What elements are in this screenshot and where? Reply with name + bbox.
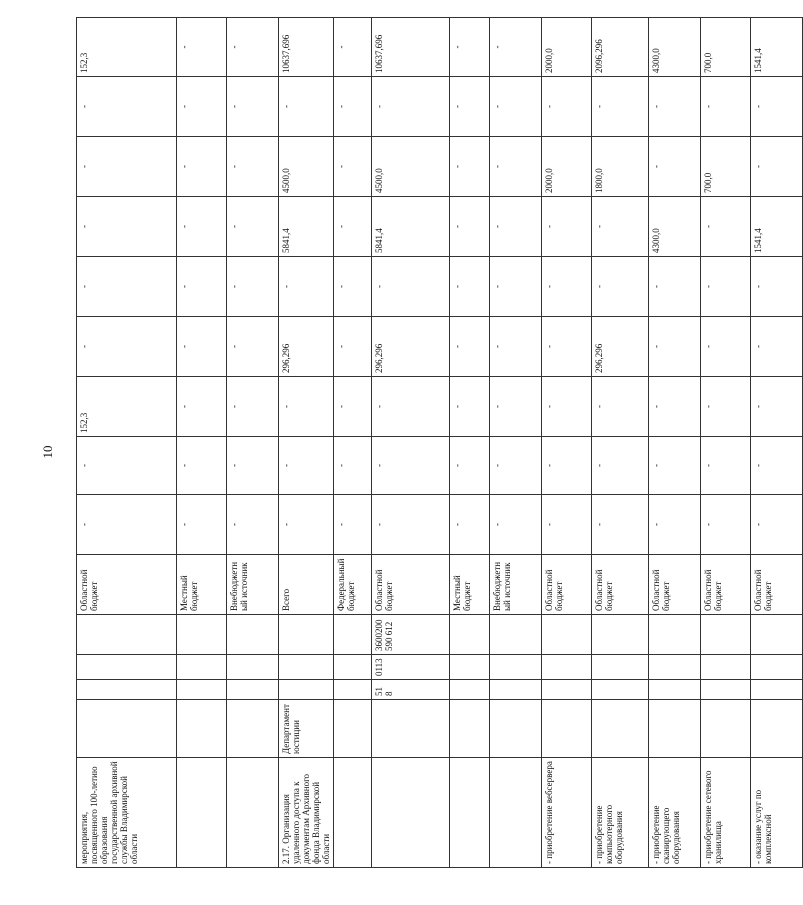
table-cell xyxy=(592,615,649,655)
table-cell xyxy=(177,655,227,680)
table-cell xyxy=(592,680,649,700)
funding-source-cell: Областной бюджет xyxy=(77,555,177,615)
activity-cell xyxy=(490,758,542,868)
table-cell: - xyxy=(649,377,701,437)
activity-cell: - приобретение компьютерного оборудования xyxy=(592,758,649,868)
table-cell: - xyxy=(542,77,592,137)
table-cell xyxy=(490,655,542,680)
table-cell: - xyxy=(77,257,177,317)
funding-source-cell: Местный бюджет xyxy=(450,555,490,615)
table-cell: - xyxy=(372,257,450,317)
table-cell xyxy=(279,680,334,700)
table-cell: - xyxy=(372,77,450,137)
table-cell: - xyxy=(334,377,372,437)
table-cell: - xyxy=(592,197,649,257)
table-cell: 296,296 xyxy=(592,317,649,377)
table-cell xyxy=(490,700,542,758)
activity-cell xyxy=(372,758,450,868)
table-cell: - xyxy=(751,437,803,495)
table-cell: - xyxy=(490,137,542,197)
activity-cell: 2.17. Организация удаленного доступа к документам Архивного фонда Владимирской области xyxy=(279,758,334,868)
table-row xyxy=(542,18,592,868)
table-cell xyxy=(542,680,592,700)
table-cell: 2000,0 xyxy=(542,137,592,197)
table-cell xyxy=(542,615,592,655)
table-cell: - xyxy=(490,317,542,377)
table-cell: - xyxy=(450,495,490,555)
funding-source-cell: Областной бюджет xyxy=(701,555,751,615)
table-cell: 700,0 xyxy=(701,137,751,197)
table-cell: - xyxy=(542,197,592,257)
table-cell: - xyxy=(450,77,490,137)
table-cell: - xyxy=(77,77,177,137)
activity-cell xyxy=(227,758,279,868)
table-row xyxy=(450,18,490,868)
table-cell: - xyxy=(227,18,279,77)
table-cell xyxy=(751,680,803,700)
table-cell: - xyxy=(372,437,450,495)
table-cell: - xyxy=(649,137,701,197)
activity-cell xyxy=(177,758,227,868)
table-cell xyxy=(279,655,334,680)
table-cell: - xyxy=(334,18,372,77)
table-cell: - xyxy=(701,77,751,137)
table-cell xyxy=(227,615,279,655)
table-cell: - xyxy=(177,137,227,197)
table-cell xyxy=(592,655,649,680)
table-cell: 1800,0 xyxy=(592,137,649,197)
table-cell xyxy=(334,615,372,655)
funding-source-cell: Областной бюджет xyxy=(592,555,649,615)
table-cell: 5841,4 xyxy=(372,197,450,257)
table-cell xyxy=(450,655,490,680)
table-row xyxy=(592,18,649,868)
table-cell xyxy=(227,680,279,700)
table-cell xyxy=(177,680,227,700)
table-cell: 1541,4 xyxy=(751,197,803,257)
table-cell: 10637,696 xyxy=(372,18,450,77)
table-cell: - xyxy=(592,377,649,437)
table-cell: - xyxy=(77,317,177,377)
page-number: 10 xyxy=(40,445,55,459)
table-cell: - xyxy=(490,197,542,257)
table-cell: - xyxy=(279,77,334,137)
table-row xyxy=(490,18,542,868)
table-cell xyxy=(372,700,450,758)
table-row xyxy=(177,18,227,868)
table-cell: - xyxy=(334,197,372,257)
table-cell: - xyxy=(701,437,751,495)
table-cell: - xyxy=(490,495,542,555)
table-cell: - xyxy=(649,77,701,137)
table-cell xyxy=(279,615,334,655)
table-row xyxy=(649,18,701,868)
table-row xyxy=(701,18,751,868)
funding-source-cell: Областной бюджет xyxy=(649,555,701,615)
table-cell: 152,3 xyxy=(77,377,177,437)
funding-source-cell: Областной бюджет xyxy=(542,555,592,615)
table-cell: - xyxy=(751,377,803,437)
table-cell: - xyxy=(701,257,751,317)
table-cell: 2096,296 xyxy=(592,18,649,77)
table-cell xyxy=(701,700,751,758)
table-cell xyxy=(450,700,490,758)
table-cell xyxy=(649,655,701,680)
table-cell: - xyxy=(751,137,803,197)
table-cell: - xyxy=(177,317,227,377)
table-cell: 4500,0 xyxy=(279,137,334,197)
table-cell: - xyxy=(177,77,227,137)
table-cell: 296,296 xyxy=(372,317,450,377)
table-cell: - xyxy=(450,197,490,257)
table-cell xyxy=(490,680,542,700)
table-cell xyxy=(77,615,177,655)
table-cell: - xyxy=(592,437,649,495)
table-cell xyxy=(77,700,177,758)
table-cell: - xyxy=(649,495,701,555)
table-cell xyxy=(751,615,803,655)
table-cell: - xyxy=(490,77,542,137)
table-cell xyxy=(177,700,227,758)
table-cell: - xyxy=(490,437,542,495)
table-cell: - xyxy=(542,495,592,555)
table-cell: 4300,0 xyxy=(649,18,701,77)
table-cell: - xyxy=(372,377,450,437)
table-cell: - xyxy=(450,317,490,377)
table-cell: - xyxy=(450,257,490,317)
table-cell: - xyxy=(77,137,177,197)
table-cell: - xyxy=(592,77,649,137)
table-cell: - xyxy=(334,317,372,377)
table-row xyxy=(372,18,450,868)
table-cell: - xyxy=(279,495,334,555)
table-cell: - xyxy=(751,77,803,137)
activity-cell: мероприятия, посвященного 100-летию образования государственной архивной службы Владимирской области xyxy=(77,758,177,868)
table-cell xyxy=(490,615,542,655)
funding-source-cell: Областной бюджет xyxy=(372,555,450,615)
table-cell: - xyxy=(334,437,372,495)
table-cell xyxy=(649,680,701,700)
table-cell xyxy=(227,700,279,758)
table-body xyxy=(77,18,803,868)
table-cell: 4300,0 xyxy=(649,197,701,257)
table-cell xyxy=(227,655,279,680)
funding-source-cell: Внебюджетный источник xyxy=(227,555,279,615)
table-cell: - xyxy=(227,317,279,377)
table-cell: 700,0 xyxy=(701,18,751,77)
activity-cell xyxy=(450,758,490,868)
table-cell: - xyxy=(279,437,334,495)
table-cell: - xyxy=(592,257,649,317)
table-cell: - xyxy=(701,377,751,437)
table-cell: - xyxy=(649,437,701,495)
table-cell: - xyxy=(177,18,227,77)
funding-source-cell: Местный бюджет xyxy=(177,555,227,615)
activity-cell xyxy=(334,758,372,868)
table-cell xyxy=(751,700,803,758)
table-cell: 3600200590 612 xyxy=(372,615,450,655)
table-cell: - xyxy=(701,495,751,555)
table-cell xyxy=(542,700,592,758)
table-cell: 152,3 xyxy=(77,18,177,77)
table-cell: 0113 xyxy=(372,655,450,680)
table-cell: 10637,696 xyxy=(279,18,334,77)
table-cell: - xyxy=(542,257,592,317)
table-cell: - xyxy=(177,495,227,555)
table-cell: - xyxy=(450,377,490,437)
budget-table xyxy=(76,17,803,868)
table-cell: 5841,4 xyxy=(279,197,334,257)
table-cell xyxy=(334,655,372,680)
table-cell: - xyxy=(490,257,542,317)
table-cell: - xyxy=(77,197,177,257)
table-cell: - xyxy=(542,317,592,377)
table-cell: - xyxy=(227,257,279,317)
table-cell: 4500,0 xyxy=(372,137,450,197)
table-cell: - xyxy=(334,257,372,317)
table-cell: - xyxy=(177,197,227,257)
table-cell xyxy=(701,615,751,655)
table-cell: - xyxy=(450,137,490,197)
table-row xyxy=(227,18,279,868)
table-cell: 2000,0 xyxy=(542,18,592,77)
table-cell xyxy=(177,615,227,655)
table-cell: 296,296 xyxy=(279,317,334,377)
activity-cell: - приобретение сетевого хранилища xyxy=(701,758,751,868)
table-row xyxy=(279,18,334,868)
table-cell: 1541,4 xyxy=(751,18,803,77)
table-cell: - xyxy=(751,495,803,555)
table-cell: - xyxy=(227,437,279,495)
table-cell: - xyxy=(177,377,227,437)
table-cell xyxy=(450,615,490,655)
table-cell xyxy=(649,615,701,655)
table-cell: Департамент юстиции xyxy=(279,700,334,758)
rotated-table-container xyxy=(76,34,773,868)
table-cell: - xyxy=(334,77,372,137)
table-cell: - xyxy=(450,437,490,495)
table-cell xyxy=(542,655,592,680)
table-cell: - xyxy=(334,495,372,555)
funding-source-cell: Федеральный бюджет xyxy=(334,555,372,615)
table-cell xyxy=(77,680,177,700)
table-cell: - xyxy=(227,137,279,197)
table-cell: - xyxy=(77,437,177,495)
table-row xyxy=(77,18,177,868)
table-cell: - xyxy=(279,257,334,317)
table-cell: - xyxy=(542,377,592,437)
activity-cell: - приобретение вебсервера xyxy=(542,758,592,868)
table-cell: - xyxy=(177,257,227,317)
table-cell: - xyxy=(751,257,803,317)
table-cell xyxy=(77,655,177,680)
table-cell xyxy=(334,680,372,700)
activity-cell: - оказание услуг по комплексной xyxy=(751,758,803,868)
funding-source-cell: Областной бюджет xyxy=(751,555,803,615)
table-cell: - xyxy=(177,437,227,495)
table-row xyxy=(334,18,372,868)
table-cell: - xyxy=(227,197,279,257)
table-cell xyxy=(751,655,803,680)
table-cell: - xyxy=(372,495,450,555)
table-cell: - xyxy=(649,257,701,317)
funding-source-cell: Внебюджетный источник xyxy=(490,555,542,615)
table-cell: - xyxy=(592,495,649,555)
table-cell: - xyxy=(227,495,279,555)
table-cell: - xyxy=(334,137,372,197)
table-cell xyxy=(592,700,649,758)
table-cell: - xyxy=(227,77,279,137)
table-cell: - xyxy=(542,437,592,495)
table-cell: - xyxy=(77,495,177,555)
table-cell xyxy=(334,700,372,758)
table-cell: - xyxy=(490,377,542,437)
funding-source-cell: Всего xyxy=(279,555,334,615)
table-cell xyxy=(649,700,701,758)
table-cell: 518 xyxy=(372,680,450,700)
table-cell: - xyxy=(227,377,279,437)
table-cell: - xyxy=(701,317,751,377)
table-cell: - xyxy=(490,18,542,77)
table-cell xyxy=(701,680,751,700)
table-cell xyxy=(450,680,490,700)
table-cell: - xyxy=(279,377,334,437)
table-row xyxy=(751,18,803,868)
table-cell: - xyxy=(751,317,803,377)
table-cell: - xyxy=(450,18,490,77)
table-cell xyxy=(701,655,751,680)
activity-cell: - приобретение сканирующего оборудования xyxy=(649,758,701,868)
table-cell: - xyxy=(649,317,701,377)
table-cell: - xyxy=(701,197,751,257)
